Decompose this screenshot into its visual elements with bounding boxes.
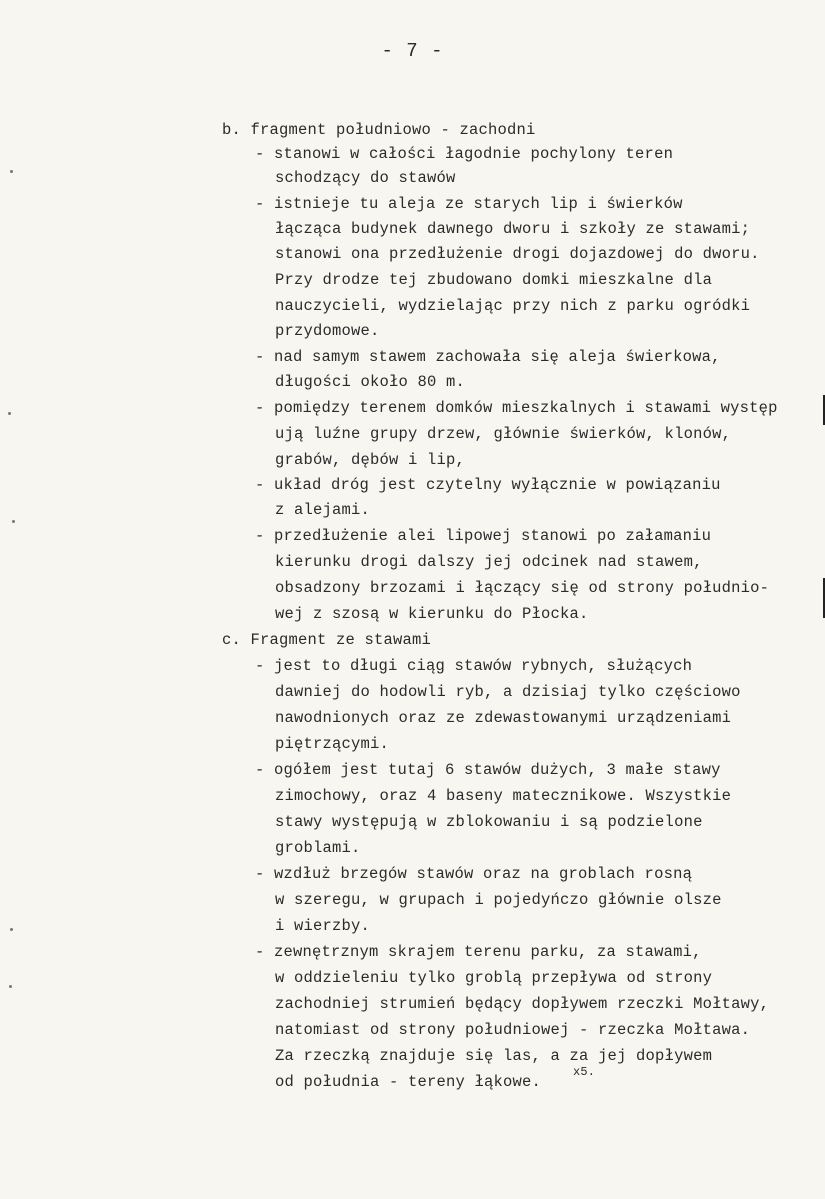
scan-dot — [10, 928, 13, 931]
list-item-line: - jest to długi ciąg stawów rybnych, służących — [255, 657, 693, 675]
section-heading-c: c. Fragment ze stawami — [222, 631, 432, 649]
list-item-line: w oddzieleniu tylko groblą przepływa od strony — [275, 969, 713, 987]
list-item-line: - układ dróg jest czytelny wyłącznie w powiązaniu — [255, 476, 721, 494]
list-item-line: - stanowi w całości łagodnie pochylony teren — [255, 145, 674, 163]
scan-dot — [8, 412, 11, 415]
section-heading-b: b. fragment południowo - zachodni — [222, 121, 536, 139]
list-item-line: - nad samym stawem zachowała się aleja świerkowa, — [255, 348, 721, 366]
list-item-line: łącząca budynek dawnego dworu i szkoły ze stawami; — [275, 220, 751, 238]
scan-dot — [10, 170, 13, 173]
footnote-marker: x5. — [573, 1065, 596, 1079]
list-item-line: dawniej do hodowli ryb, a dzisiaj tylko częściowo — [275, 683, 741, 701]
list-item-line: - ogółem jest tutaj 6 stawów dużych, 3 małe stawy — [255, 761, 721, 779]
list-item-line: natomiast od strony południowej - rzeczka Mołtawa. — [275, 1021, 751, 1039]
list-item-line: stanowi ona przedłużenie drogi dojazdowej do dworu. — [275, 245, 760, 263]
list-item-line: od południa - tereny łąkowe. — [275, 1073, 542, 1091]
list-item-line: zachodniej strumień będący dopływem rzeczki Mołtawy, — [275, 995, 770, 1013]
list-item-line: - pomiędzy terenem domków mieszkalnych i stawami występ — [255, 399, 778, 417]
list-item-line: - zewnętrznym skrajem terenu parku, za stawami, — [255, 943, 702, 961]
list-item-line: nawodnionych oraz ze zdewastowanymi urządzeniami — [275, 709, 732, 727]
list-item-line: zimochowy, oraz 4 baseny matecznikowe. Wszystkie — [275, 787, 732, 805]
list-item-line: i wierzby. — [275, 917, 371, 935]
list-item-line: - istnieje tu aleja ze starych lip i świerków — [255, 195, 683, 213]
list-item-line: nauczycieli, wydzielając przy nich z parku ogródki — [275, 297, 751, 315]
list-item-line: Przy drodze tej zbudowano domki mieszkalne dla — [275, 271, 713, 289]
scan-dot — [12, 520, 15, 523]
list-item-line: grabów, dębów i lip, — [275, 451, 466, 469]
list-item-line: obsadzony brzozami i łączący się od strony południo- — [275, 579, 770, 597]
page-number: - 7 - — [381, 40, 444, 62]
list-item-line: schodzący do stawów — [275, 169, 456, 187]
list-item-line: z alejami. — [275, 501, 371, 519]
list-item-line: wej z szosą w kierunku do Płocka. — [275, 605, 589, 623]
list-item-line: - wzdłuż brzegów stawów oraz na groblach rosną — [255, 865, 693, 883]
list-item-line: przydomowe. — [275, 322, 380, 340]
list-item-line: ują luźne grupy drzew, głównie świerków, klonów, — [275, 425, 732, 443]
list-item-line: groblami. — [275, 839, 361, 857]
list-item-line: Za rzeczką znajduje się las, a za jej dopływem — [275, 1047, 713, 1065]
list-item-line: kierunku drogi dalszy jej odcinek nad stawem, — [275, 553, 703, 571]
list-item-line: stawy występują w zblokowaniu i są podzielone — [275, 813, 703, 831]
list-item-line: - przedłużenie alei lipowej stanowi po załamaniu — [255, 527, 712, 545]
list-item-line: długości około 80 m. — [275, 373, 466, 391]
scan-dot — [9, 985, 12, 988]
list-item-line: piętrzącymi. — [275, 735, 390, 753]
list-item-line: w szeregu, w grupach i pojedyńczo głównie olsze — [275, 891, 722, 909]
